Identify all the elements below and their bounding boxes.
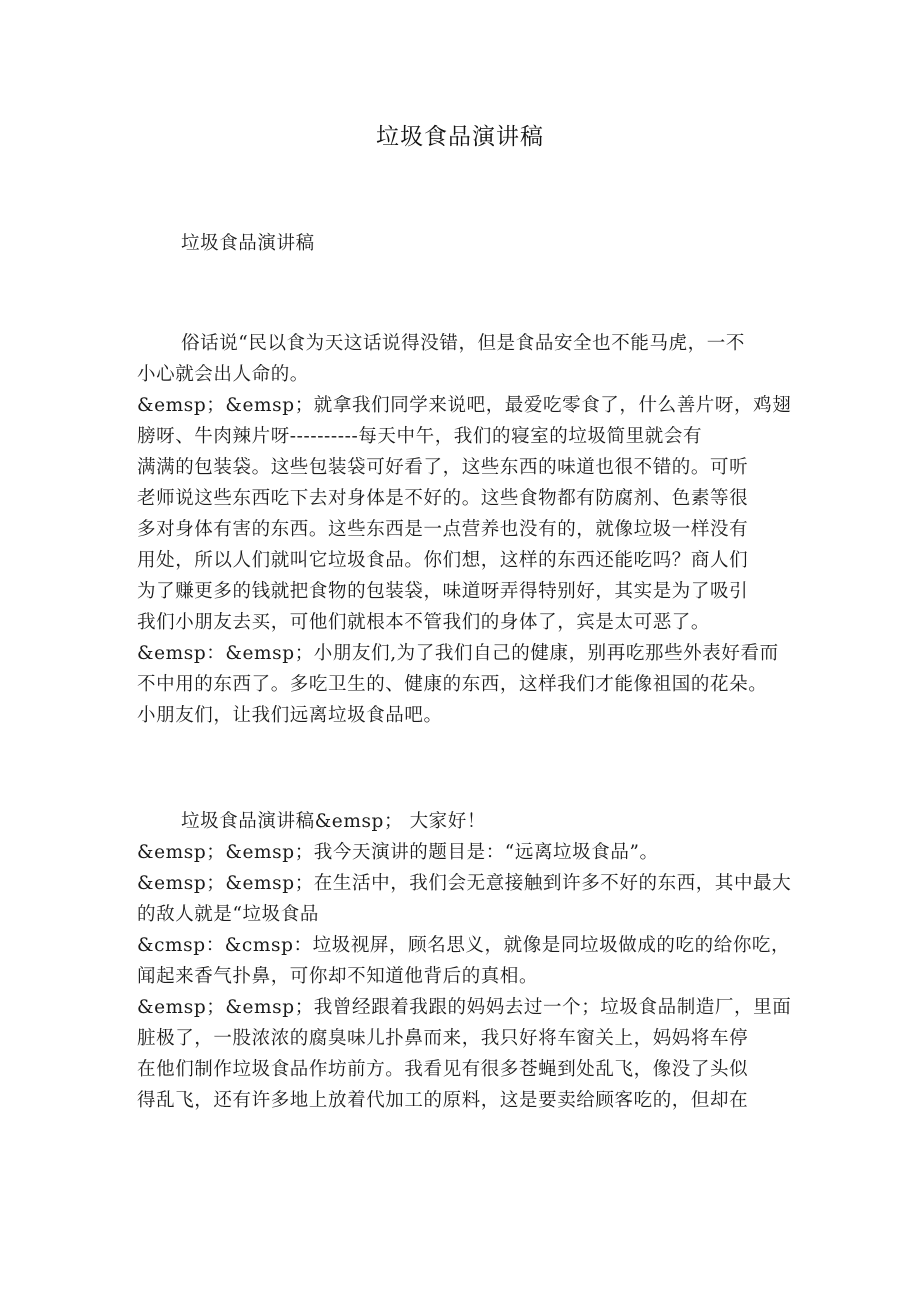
paragraph-line: 的敌人就是“垃圾食品 (137, 904, 319, 925)
paragraph-line: 得乱飞，还有许多地上放着代加工的原料，这是要卖给顾客吃的，但却在 (137, 1090, 749, 1111)
paragraph-line: &emsp；&emsp；我今天演讲的题目是：“远离垃圾食品”。 (137, 842, 659, 863)
paragraph-line: 膀呀、牛肉辣片呀----------每天中午，我们的寝室的垃圾简里就会有 (137, 426, 703, 447)
paragraph-line: &emsp；&emsp；就拿我们同学来说吧，最爱吃零食了，什么善片呀，鸡翅 (137, 395, 792, 416)
paragraph-line: 在他们制作垃圾食品作坊前方。我看见有很多苍蝇到处乱飞，像没了头似 (137, 1059, 749, 1080)
paragraph-line: &cmsp：&cmsp：垃圾视屏，顾名思义，就像是同垃圾做成的吃的给你吃， (137, 935, 791, 956)
paragraph-line: 用处，所以人们就叫它垃圾食品。你们想，这样的东西还能吃吗？商人们 (137, 550, 749, 571)
paragraph-block-1 (137, 328, 797, 731)
paragraph-line: 小心就会出人命的。 (137, 364, 309, 385)
paragraph-line: 满满的包装袋。这些包装袋可好看了，这些东西的味道也很不错的。可听 (137, 457, 749, 478)
paragraph-line: 垃圾食品演讲稿&emsp； 大家好！ (181, 811, 486, 832)
document-title: 垃圾食品演讲稿 (376, 124, 544, 150)
paragraph-block-2 (137, 806, 797, 1116)
paragraph-line: 闻起来香气扑鼻，可你却不知道他背后的真相。 (137, 966, 539, 987)
paragraph-line: &emsp；&emsp；在生活中，我们会无意接触到许多不好的东西，其中最大 (137, 873, 792, 894)
paragraph-line: 老师说这些东西吃下去对身体是不好的。这些食物都有防腐剂、色素等很 (137, 488, 749, 509)
paragraph-line: 我们小朋友去买，可他们就根本不管我们的身体了，宾是太可恶了。 (137, 612, 711, 633)
paragraph-line: 脏极了，一股浓浓的腐臭味儿扑鼻而来，我只好将车窗关上，妈妈将车停 (137, 1028, 749, 1049)
paragraph-line: &emsp：&emsp；小朋友们,为了我们自己的健康，别再吃那些外表好看而 (137, 643, 779, 664)
paragraph-line: &emsp；&emsp；我曾经跟着我跟的妈妈去过一个；垃圾食品制造厂，里面 (137, 997, 792, 1018)
section-heading: 垃圾食品演讲稿 (181, 233, 315, 254)
paragraph-line: 小朋友们，让我们远离垃圾食品吧。 (137, 705, 443, 726)
paragraph-line: 俗话说“民以食为天这话说得没错，但是食品安全也不能马虎，一不 (181, 333, 745, 354)
paragraph-line: 为了赚更多的钱就把食物的包装袋，味道呀弄得特别好，其实是为了吸引 (137, 581, 749, 602)
paragraph-line: 多对身体有害的东西。这些东西是一点营养也没有的，就像垃圾一样没有 (137, 519, 749, 540)
section-heading-block (137, 228, 797, 259)
paragraph-line: 不中用的东西了。多吃卫生的、健康的东西，这样我们才能像祖国的花朵。 (137, 674, 768, 695)
